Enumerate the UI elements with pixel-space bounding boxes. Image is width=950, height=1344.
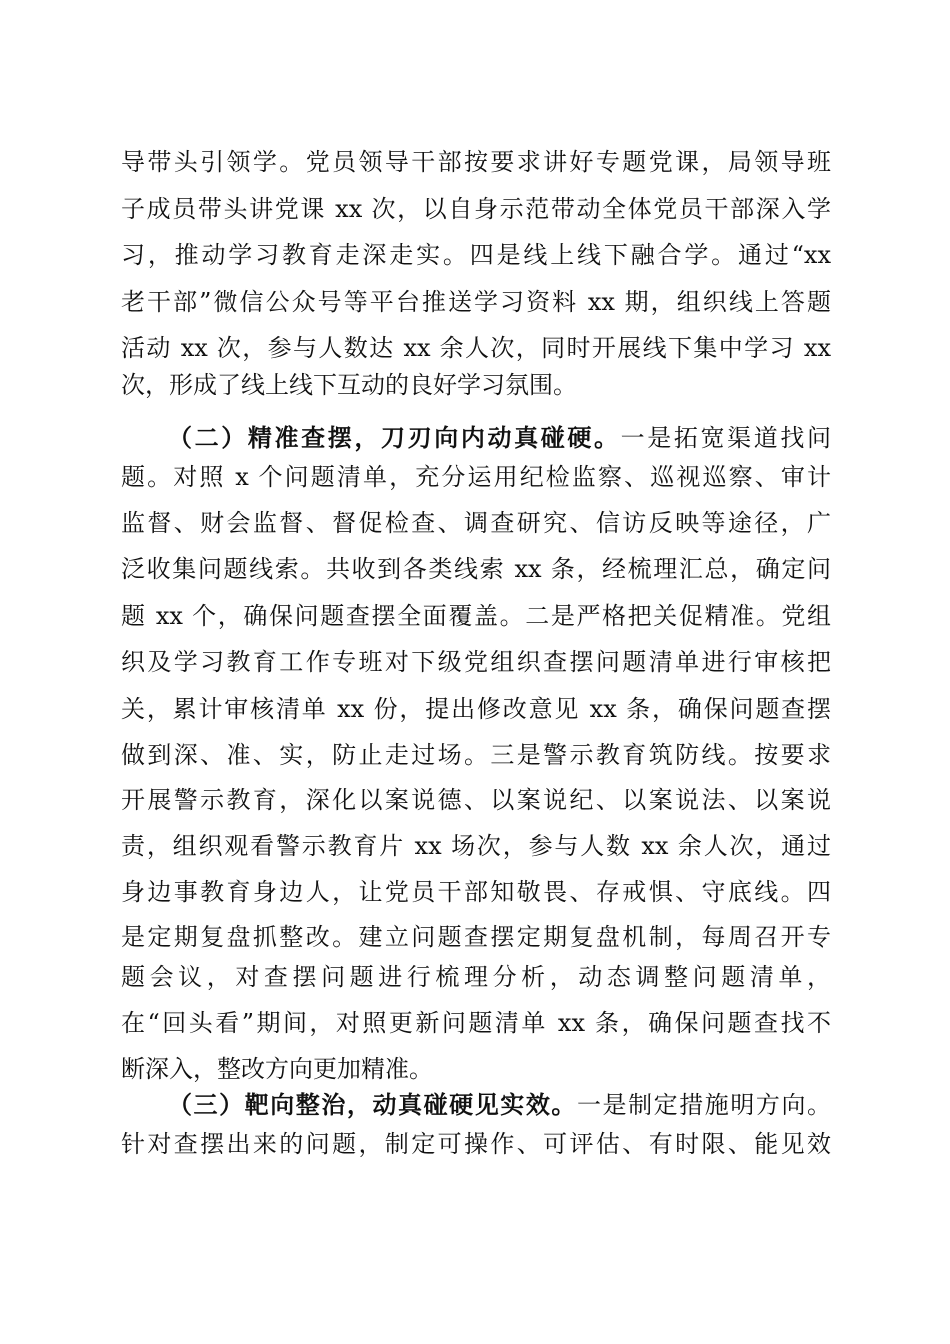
paragraph-2-line-11: 身边事教育身边人，让党员干部知敬畏、存戒惧、守底线。四 [121,878,831,906]
paragraph-2-line-12: 是定期复盘抓整改。建立问题查摆定期复盘机制，每周召开专 [121,923,831,951]
paragraph-1-line-5: 活动 xx 次，参与人数达 xx 余人次，同时开展线下集中学习 xx [121,334,831,362]
paragraph-2-line-7: 关，累计审核清单 xx 份，提出修改意见 xx 条，确保问题查摆 [121,695,831,723]
paragraph-2-line-1 [168,418,831,458]
paragraph-2-line-15: 断深入，整改方向更加精准。 [121,1055,433,1083]
paragraph-3-line-2: 针对查摆出来的问题，制定可操作、可评估、有时限、能见效 [121,1130,831,1158]
paragraph-2-line-9: 开展警示教育，深化以案说德、以案说纪、以案说法、以案说 [121,786,831,814]
paragraph-3-first-line-text: 一是制定措施明方向。 [576,1091,832,1119]
paragraph-2-line-6: 织及学习教育工作专班对下级党组织查摆问题清单进行审核把 [121,648,831,676]
paragraph-1-line-6: 次，形成了线上线下互动的良好学习氛围。 [121,371,577,399]
paragraph-2-line-4: 泛收集问题线索。共收到各类线索 xx 条，经梳理汇总，确定问 [121,555,831,583]
paragraph-1-line-1: 导带头引领学。党员领导干部按要求讲好专题党课，局领导班 [121,148,831,176]
paragraph-1-line-2: 子成员带头讲党课 xx 次，以自身示范带动全体党员干部深入学 [121,195,831,223]
paragraph-2-line-13: 题会议，对查摆问题进行梳理分析，动态调整问题清单， [121,963,831,991]
paragraph-2-line-2: 题。对照 x 个问题清单，充分运用纪检监察、巡视巡察、审计 [121,463,831,491]
section-heading-2: （二）精准查摆，刀刃向内动真碰硬。 [168,423,621,452]
section-heading-3: （三）靶向整治，动真碰硬见实效。 [168,1090,577,1119]
paragraph-1-line-3: 习，推动学习教育走深走实。四是线上线下融合学。通过“xx [121,241,831,269]
paragraph-2-line-5: 题 xx 个，确保问题查摆全面覆盖。二是严格把关促精准。党组 [121,602,831,630]
paragraph-2-line-8: 做到深、准、实，防止走过场。三是警示教育筑防线。按要求 [121,741,831,769]
paragraph-2-line-3: 监督、财会监督、督促检查、调查研究、信访反映等途径，广 [121,509,831,537]
paragraph-3-line-1 [168,1085,831,1125]
paragraph-1-line-4: 老干部”微信公众号等平台推送学习资料 xx 期，组织线上答题 [121,288,831,316]
paragraph-2-line-14: 在“回头看”期间，对照更新问题清单 xx 条，确保问题查找不 [121,1009,831,1037]
paragraph-2-line-10: 责，组织观看警示教育片 xx 场次，参与人数 xx 余人次，通过 [121,832,831,860]
paragraph-2-first-line-text: 一是拓宽渠道找问 [620,424,831,452]
